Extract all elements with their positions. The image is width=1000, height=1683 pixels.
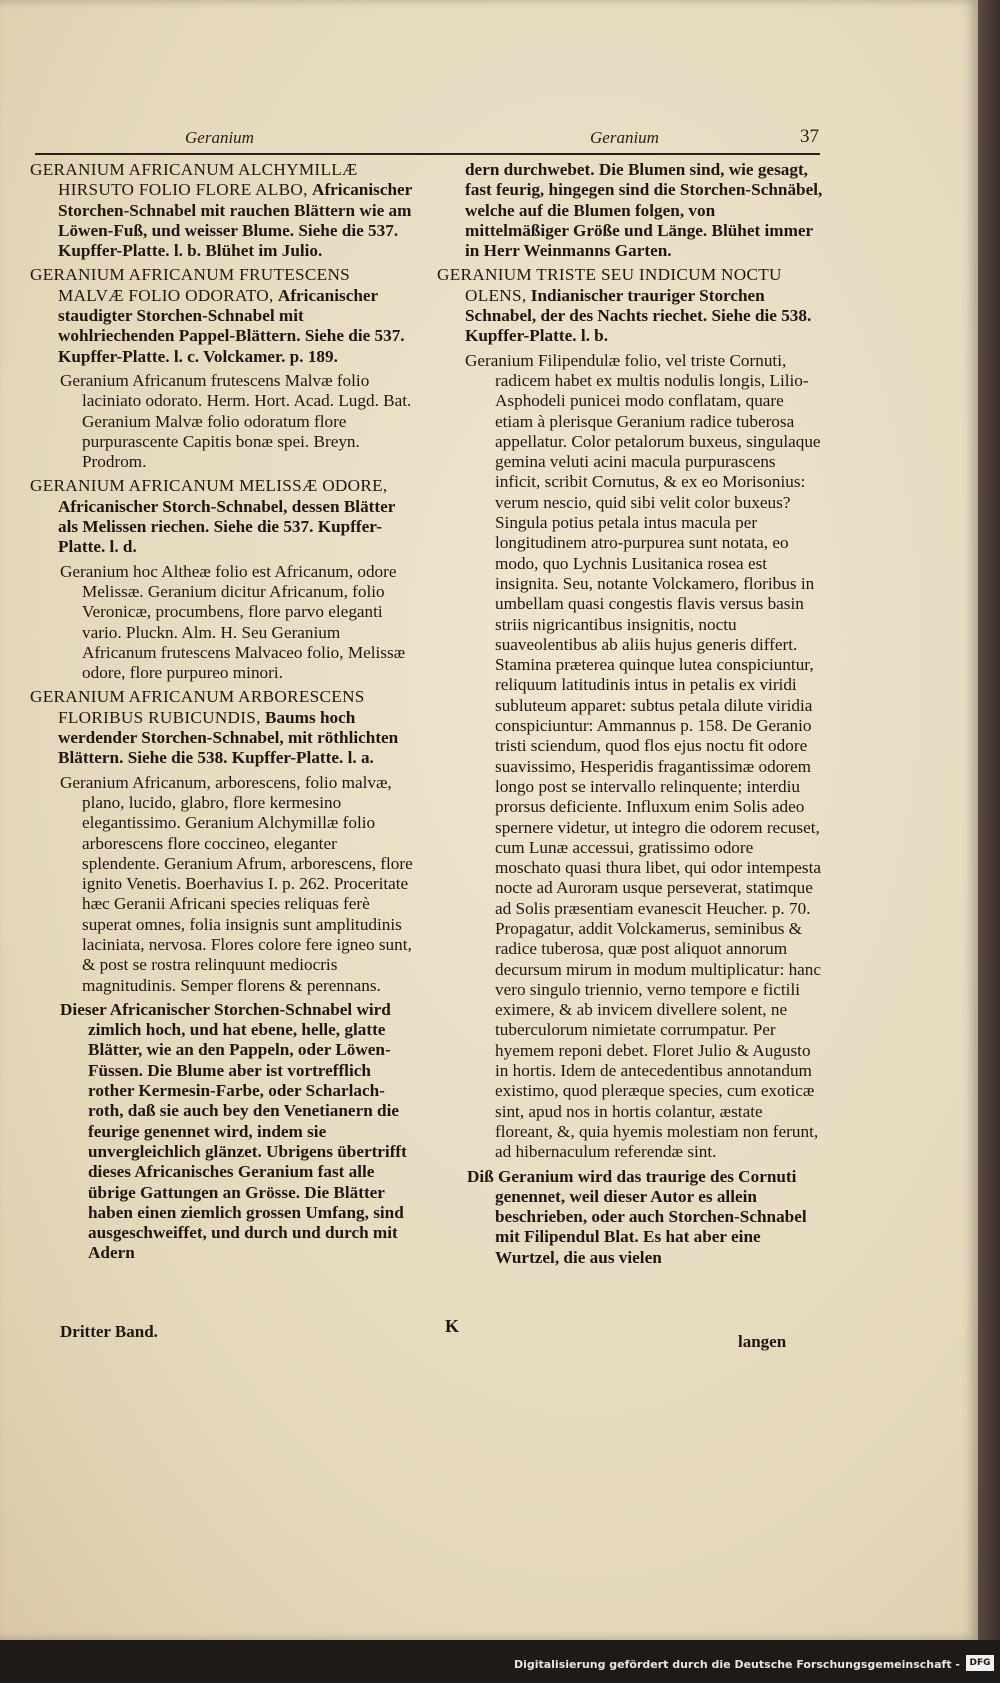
lemma-entry	[30, 687, 418, 768]
lemma-entry	[437, 265, 823, 346]
lemma-title: GERANIUM AFRICANUM ARBORESCENS FLORIBUS RUBICUNDIS,	[30, 687, 365, 727]
lemma-description: Africanischer Storchen-Schnabel mit rauchen Blättern wie am Löwen-Fuß, und weisser Blume. Siehe die 537. Kupffer-Platte. l. b. Blühet im Julio.	[58, 180, 412, 261]
lemma-description: Africanischer Storch-Schnabel, dessen Blätter als Melissen riechen. Siehe die 537. Kupffer-Platte. l. d.	[58, 496, 396, 557]
latin-paragraph: Geranium hoc Altheæ folio est Africanum, odore Melissæ. Geranium dicitur Africanum, folio Veronicæ, procumbens, flore parvo eleganti vario. Pluckn. Alm. H. Seu Geranium Africanum frutescens Malvaceo folio, Melissæ odore, flore purpureo minori.	[60, 561, 406, 683]
lemma-title: GERANIUM AFRICANUM MELISSÆ ODORE,	[30, 476, 388, 496]
german-paragraph: Dieser Africanischer Storchen-Schnabel wird zimlich hoch, und hat ebene, helle, glatte Blätter, wie an den Pappeln, oder Löwen-Füssen. Die Blume aber ist vortrefflich rother Kermesin-Farbe, oder Scharlach-roth, daß sie auch bey den Venetianern die feurige genennet wird, indem sie unvergleichlich glänzet. Ubrigens übertrifft dieses Africanisches Geranium fast alle übrige Gattungen an Grösse. Die Blätter haben einen ziemlich grossen Umfang, sind ausgeschweiffet, und durch und durch mit Adern	[60, 999, 407, 1263]
page-edge	[978, 0, 1000, 1640]
latin-paragraph: Geranium Africanum, arborescens, folio malvæ, plano, lucido, glabro, flore kermesino elegantissimo. Geranium Alchymillæ folio arborescens flore coccineo, eleganter splendente. Geranium Afrum, arborescens, flore ignito Venetis. Boerhavius I. p. 262. Proceritate hæc Geranii Africani species reliquas ferè superat omnes, folia insignis sunt amplitudinis laciniata, nervosa. Flores colore fere igneo sunt, & post se rostra relinquunt mediocris magnitudinis. Semper florens & perennans.	[60, 772, 413, 995]
dfg-logo: DFG	[966, 1655, 994, 1671]
continued-paragraph: dern durchwebet. Die Blumen sind, wie gesagt, fast feurig, hingegen sind die Storchen-Schnäbel, welche auf die Blumen folgen, von mittelmäßiger Größe und Länge. Blühet immer in Herr Weinmanns Garten.	[465, 160, 823, 261]
signature-mark: K	[445, 1316, 460, 1336]
catchword: langen	[738, 1332, 787, 1351]
lemma-entry	[30, 160, 418, 261]
running-header	[30, 128, 830, 150]
headword-right: Geranium	[590, 128, 659, 147]
lemma-description: Baums hoch werdender Storchen-Schnabel, mit röthlichten Blättern. Siehe die 538. Kupffer-Platte. l. a.	[58, 707, 399, 768]
lemma-entry	[30, 265, 418, 366]
right-column	[437, 160, 823, 1272]
footer-credit: Digitalisierung gefördert durch die Deutsche Forschungsgemeinschaft -	[513, 1658, 960, 1671]
left-column	[30, 160, 418, 1268]
latin-paragraph: Geranium Filipendulæ folio, vel triste Cornuti, radicem habet ex multis nodulis longis, Lilio-Asphodeli punicei modo conflatam, quare etiam à plerisque Geranium radice tuberosa appellatur. Color petalorum buxeus, singulaque gemina veluti acini macula purpurascens inficit, scribit Cornutus, & ex eo Morisonius: verum nescio, quid sibi velit color buxeus? Singula potius petala intus macula per longitudinem atro-purpurea sunt notata, eo modo, quo Lychnis Lusitanica rosea est insignita. Seu, notante Volckamero, floribus in umbellam quasi congestis flavis versus basin striis nigricantibus insignitis, noctu suaveolentibus ab aliis hujus generis differt. Stamina præterea quinque lutea conspiciuntur, reliquum latitudinis intus in petalis ex viridi subluteum apparet: subtus petala dilute viridia conspiciuntur: Ammannus p. 158. De Geranio tristi sciendum, quod flos ejus noctu fit odore suavissimo, Hesperidis fragantissimæ odorem longo post se intervallo relinquente; interdiu prorsus deficiente. Influxum enim Solis adeo spernere videtur, ut integro die odorem recuset, cum Lunæ accessui, gratissimo odore moschato quasi thura libet, qui odor intempesta nocte ad Auroram usque perseverat, statimque ad Solis præsentiam evanescit Heucher. p. 70. Propagatur, addit Volckamerus, seminibus & radice tuberosa, quæ post aliquot annorum decursum mirum in modum multiplicatur: hanc vero singulo triennio, verno tempore e fictili eximere, & ab invicem divellere solent, ne tuberculorum nimietate corrumpatur. Per hyemem reponi debet. Floret Julio & Augusto in hortis. Idem de antecedentibus annotandum existimo, quod pleræque species, cum exoticæ sint, apud nos in hortis colantur, æstate floreant, &, quia hyemis molestiam non ferunt, ad hibernaculum referendæ sint.	[465, 350, 822, 1162]
page-number: 37	[800, 126, 819, 147]
lemma-title: GERANIUM AFRICANUM ALCHYMILLÆ HIRSUTO FOLIO FLORE ALBO,	[30, 160, 358, 200]
lemma-title: GERANIUM TRISTE SEU INDICUM NOCTU OLENS,	[437, 265, 782, 305]
headword-left: Geranium	[185, 128, 254, 147]
lemma-title: GERANIUM AFRICANUM FRUTESCENS MALVÆ FOLIO ODORATO,	[30, 265, 351, 305]
volume-note: Dritter Band.	[60, 1322, 158, 1341]
lemma-entry	[30, 476, 418, 557]
lemma-description: Indianischer trauriger Storchen Schnabel, der des Nachts riechet. Siehe die 538. Kupffer-Platte. l. b.	[465, 285, 812, 346]
header-rule	[35, 153, 820, 155]
lemma-description: Africanischer staudigter Storchen-Schnabel mit wohlriechenden Pappel-Blättern. Siehe die 537. Kupffer-Platte. l. c. Volckamer. p. 189.	[58, 285, 405, 366]
latin-paragraph: Geranium Africanum frutescens Malvæ folio laciniato odorato. Herm. Hort. Acad. Lugd. Bat. Geranium Malvæ folio odoratum flore purpurascente Capitis bonæ spei. Breyn. Prodrom.	[60, 370, 412, 472]
german-paragraph: Diß Geranium wird das traurige des Cornuti genennet, weil dieser Autor es allein beschrieben, oder auch Storchen-Schnabel mit Filipendul Blat. Es hat aber eine Wurtzel, die aus vielen	[467, 1166, 807, 1267]
footer-bar	[0, 1640, 1000, 1683]
